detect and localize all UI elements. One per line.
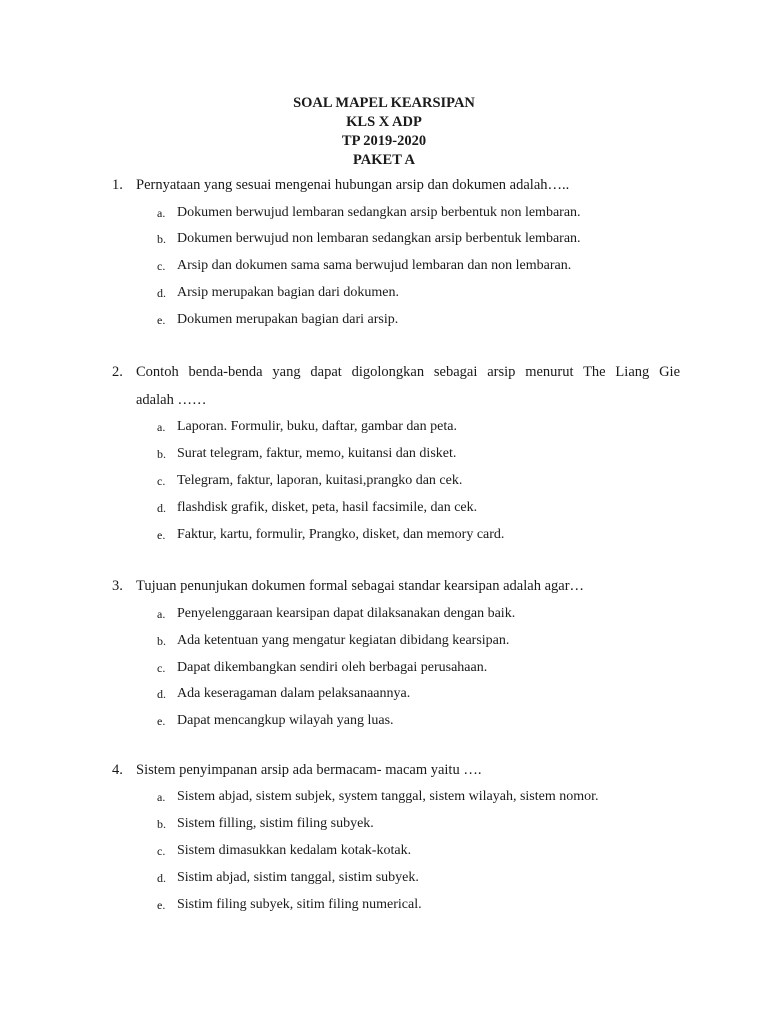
header-package: PAKET A bbox=[353, 152, 415, 168]
option-text: Sistim filing subyek, sitim filing numerical. bbox=[177, 896, 422, 912]
option-b bbox=[112, 811, 680, 838]
question-number: 2. bbox=[112, 364, 123, 381]
question-number: 4. bbox=[112, 761, 123, 778]
option-list bbox=[112, 414, 680, 548]
option-a bbox=[112, 414, 680, 441]
option-text: Dokumen merupakan bagian dari arsip. bbox=[177, 311, 399, 327]
option-text: flashdisk grafik, disket, peta, hasil facsimile, dan cek. bbox=[177, 499, 478, 515]
question-4 bbox=[112, 757, 680, 918]
option-letter: e. bbox=[157, 527, 166, 542]
option-c bbox=[112, 838, 680, 865]
option-letter: c. bbox=[157, 844, 166, 859]
option-text: Dokumen berwujud lembaran sedangkan arsip berbentuk non lembaran. bbox=[177, 204, 581, 220]
question-2 bbox=[112, 359, 680, 548]
question-text: Sistem penyimpanan arsip ada bermacam- macam yaitu …. bbox=[136, 761, 482, 778]
header-school-year: TP 2019-2020 bbox=[341, 133, 427, 149]
option-letter: b. bbox=[157, 232, 166, 247]
option-letter: b. bbox=[157, 447, 166, 462]
question-text: Pernyataan yang sesuai mengenai hubungan arsip dan dokumen adalah….. bbox=[136, 177, 570, 193]
option-list bbox=[112, 200, 680, 334]
option-text: Sistem filling, sistim filing subyek. bbox=[177, 816, 374, 832]
option-text: Dapat mencangkup wilayah yang luas. bbox=[177, 713, 394, 729]
option-a bbox=[112, 200, 680, 227]
option-text: Dokumen berwujud non lembaran sedangkan arsip berbentuk lembaran. bbox=[177, 231, 581, 247]
option-text: Telegram, faktur, laporan, kuitasi,prangko dan cek. bbox=[177, 473, 463, 489]
option-letter: d. bbox=[157, 870, 166, 885]
header-title: SOAL MAPEL KEARSIPAN bbox=[293, 95, 475, 111]
question-text: Tujuan penunjukan dokumen formal sebagai standar kearsipan adalah agar… bbox=[136, 578, 585, 595]
option-a bbox=[112, 601, 680, 628]
option-c bbox=[112, 468, 680, 495]
option-letter: c. bbox=[157, 474, 166, 489]
option-text: Arsip dan dokumen sama sama berwujud lembaran dan non lembaran. bbox=[177, 258, 572, 274]
option-c bbox=[112, 655, 680, 682]
option-d bbox=[112, 495, 680, 522]
question-3 bbox=[112, 573, 680, 734]
option-text: Dapat dikembangkan sendiri oleh berbagai perusahaan. bbox=[177, 659, 488, 675]
option-e bbox=[112, 892, 680, 919]
option-text: Ada keseragaman dalam pelaksanaannya. bbox=[177, 686, 411, 702]
question-number: 1. bbox=[112, 177, 123, 193]
option-text: Sistem abjad, sistem subjek, system tanggal, sistem wilayah, sistem nomor. bbox=[177, 789, 599, 805]
option-e bbox=[112, 708, 680, 735]
option-letter: b. bbox=[157, 633, 166, 648]
option-list bbox=[112, 784, 680, 918]
option-letter: c. bbox=[157, 660, 166, 675]
option-text: Faktur, kartu, formulir, Prangko, disket, dan memory card. bbox=[177, 526, 505, 542]
option-text: Surat telegram, faktur, memo, kuitansi dan disket. bbox=[177, 446, 457, 462]
option-d bbox=[112, 865, 680, 892]
option-e bbox=[112, 307, 680, 334]
option-d bbox=[112, 681, 680, 708]
option-text: Ada ketentuan yang mengatur kegiatan dibidang kearsipan. bbox=[177, 632, 510, 648]
option-letter: e. bbox=[157, 312, 166, 327]
question-list bbox=[112, 172, 680, 918]
option-text: Penyelenggaraan kearsipan dapat dilaksanakan dengan baik. bbox=[177, 605, 516, 621]
question-text: Contoh benda-benda yang dapat digolongkan sebagai arsip menurut The Liang Gie bbox=[136, 364, 680, 381]
option-list bbox=[112, 601, 680, 735]
option-letter: b. bbox=[157, 817, 166, 832]
option-letter: a. bbox=[157, 790, 166, 805]
option-a bbox=[112, 784, 680, 811]
option-letter: d. bbox=[157, 285, 166, 300]
option-letter: c. bbox=[157, 259, 166, 274]
option-text: Sistim abjad, sistim tanggal, sistim subyek. bbox=[177, 869, 419, 885]
option-b bbox=[112, 628, 680, 655]
question-number: 3. bbox=[112, 578, 123, 595]
option-d bbox=[112, 280, 680, 307]
question-1 bbox=[112, 172, 680, 333]
option-letter: a. bbox=[157, 205, 166, 220]
option-c bbox=[112, 253, 680, 280]
option-b bbox=[112, 441, 680, 468]
header-class: KLS X ADP bbox=[346, 114, 422, 130]
option-letter: d. bbox=[157, 687, 166, 702]
question-text-continuation: adalah …… bbox=[136, 391, 207, 408]
option-text: Laporan. Formulir, buku, daftar, gambar dan peta. bbox=[177, 419, 457, 435]
option-text: Arsip merupakan bagian dari dokumen. bbox=[177, 284, 399, 300]
option-letter: a. bbox=[157, 420, 166, 435]
option-e bbox=[112, 522, 680, 549]
option-letter: a. bbox=[157, 606, 166, 621]
document-header bbox=[0, 94, 768, 170]
option-letter: e. bbox=[157, 714, 166, 729]
option-letter: e. bbox=[157, 897, 166, 912]
option-letter: d. bbox=[157, 500, 166, 515]
option-text: Sistem dimasukkan kedalam kotak-kotak. bbox=[177, 843, 412, 859]
option-b bbox=[112, 226, 680, 253]
